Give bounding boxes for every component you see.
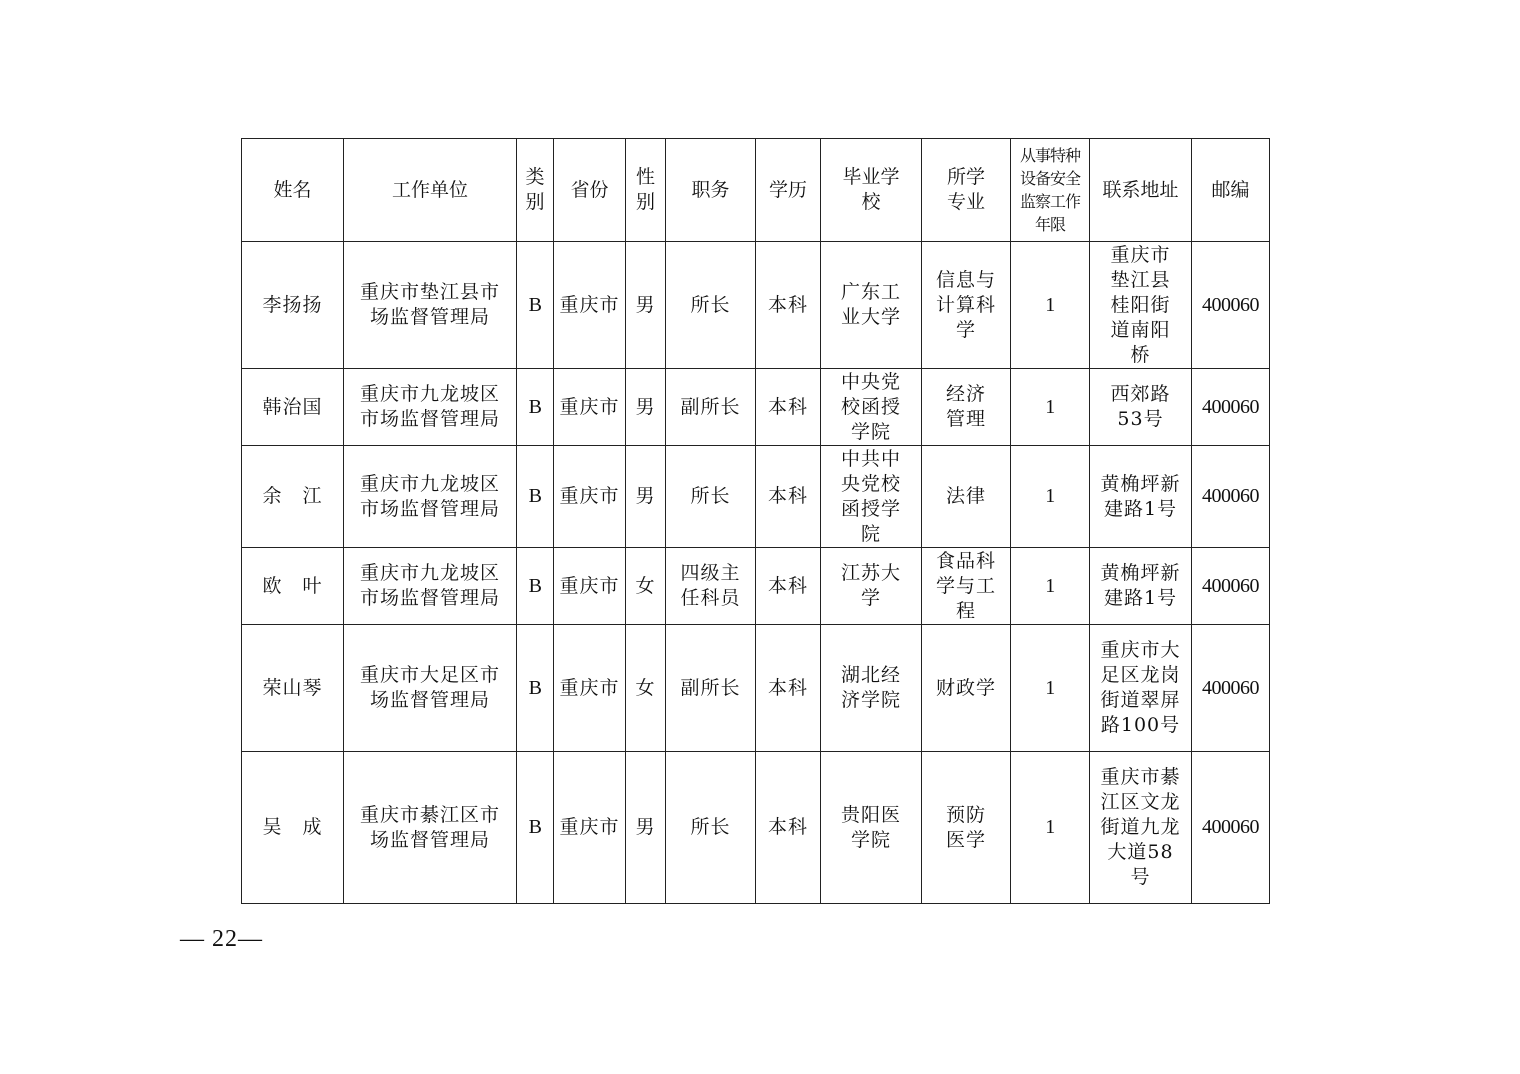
cell-unit: 重庆市垫江县市场监督管理局 <box>344 242 517 369</box>
cell-address: 黄桷坪新建路1号 <box>1090 446 1192 548</box>
cell-major: 食品科学与工程 <box>922 548 1011 625</box>
cell-name: 韩治国 <box>242 369 344 446</box>
cell-category: B <box>517 625 554 752</box>
table-row <box>242 548 1270 625</box>
cell-unit: 重庆市綦江区市场监督管理局 <box>344 752 517 904</box>
cell-address: 重庆市大足区龙岗街道翠屏路100号 <box>1090 625 1192 752</box>
cell-address: 重庆市垫江县桂阳街道南阳桥 <box>1090 242 1192 369</box>
table-row <box>242 242 1270 369</box>
cell-category: B <box>517 446 554 548</box>
header-name: 姓名 <box>242 139 344 242</box>
cell-years: 1 <box>1011 446 1090 548</box>
cell-years: 1 <box>1011 752 1090 904</box>
cell-postcode: 400060 <box>1192 242 1270 369</box>
header-category: 类别 <box>517 139 554 242</box>
header-education: 学历 <box>756 139 821 242</box>
cell-gender: 男 <box>626 446 666 548</box>
cell-gender: 男 <box>626 752 666 904</box>
cell-position: 四级主任科员 <box>666 548 756 625</box>
page-number: — 22— <box>180 926 263 952</box>
cell-school: 中共中央党校函授学院 <box>821 446 922 548</box>
cell-unit: 重庆市九龙坡区市场监督管理局 <box>344 369 517 446</box>
cell-province: 重庆市 <box>554 446 626 548</box>
cell-province: 重庆市 <box>554 625 626 752</box>
cell-years: 1 <box>1011 242 1090 369</box>
cell-gender: 女 <box>626 625 666 752</box>
cell-category: B <box>517 369 554 446</box>
cell-unit: 重庆市大足区市场监督管理局 <box>344 625 517 752</box>
table-row <box>242 752 1270 904</box>
cell-name: 李扬扬 <box>242 242 344 369</box>
cell-postcode: 400060 <box>1192 625 1270 752</box>
cell-category: B <box>517 548 554 625</box>
cell-school: 中央党校函授学院 <box>821 369 922 446</box>
header-gender: 性别 <box>626 139 666 242</box>
cell-gender: 男 <box>626 369 666 446</box>
header-years: 从事特种设备安全监察工作年限 <box>1011 139 1090 242</box>
cell-education: 本科 <box>756 548 821 625</box>
header-postcode: 邮编 <box>1192 139 1270 242</box>
cell-position: 所长 <box>666 242 756 369</box>
cell-education: 本科 <box>756 752 821 904</box>
cell-years: 1 <box>1011 625 1090 752</box>
cell-address: 西郊路53号 <box>1090 369 1192 446</box>
header-province: 省份 <box>554 139 626 242</box>
cell-position: 副所长 <box>666 369 756 446</box>
header-address: 联系地址 <box>1090 139 1192 242</box>
cell-school: 江苏大学 <box>821 548 922 625</box>
cell-major: 法律 <box>922 446 1011 548</box>
personnel-table <box>241 138 1270 904</box>
cell-position: 所长 <box>666 446 756 548</box>
cell-position: 所长 <box>666 752 756 904</box>
cell-school: 贵阳医学院 <box>821 752 922 904</box>
cell-address: 黄桷坪新建路1号 <box>1090 548 1192 625</box>
cell-position: 副所长 <box>666 625 756 752</box>
cell-category: B <box>517 242 554 369</box>
header-unit: 工作单位 <box>344 139 517 242</box>
cell-name: 荣山琴 <box>242 625 344 752</box>
table-header <box>242 139 1270 242</box>
cell-school: 湖北经济学院 <box>821 625 922 752</box>
cell-postcode: 400060 <box>1192 548 1270 625</box>
cell-years: 1 <box>1011 369 1090 446</box>
header-position: 职务 <box>666 139 756 242</box>
cell-address: 重庆市綦江区文龙街道九龙大道58号 <box>1090 752 1192 904</box>
cell-education: 本科 <box>756 625 821 752</box>
table-body <box>242 242 1270 904</box>
cell-province: 重庆市 <box>554 369 626 446</box>
cell-name: 吴 成 <box>242 752 344 904</box>
cell-unit: 重庆市九龙坡区市场监督管理局 <box>344 446 517 548</box>
header-row <box>242 139 1270 242</box>
header-major: 所学专业 <box>922 139 1011 242</box>
cell-major: 预防医学 <box>922 752 1011 904</box>
table-row <box>242 369 1270 446</box>
cell-name: 余 江 <box>242 446 344 548</box>
cell-major: 信息与计算科学 <box>922 242 1011 369</box>
cell-education: 本科 <box>756 242 821 369</box>
header-school: 毕业学校 <box>821 139 922 242</box>
cell-gender: 女 <box>626 548 666 625</box>
cell-years: 1 <box>1011 548 1090 625</box>
cell-major: 财政学 <box>922 625 1011 752</box>
cell-postcode: 400060 <box>1192 446 1270 548</box>
table-row <box>242 446 1270 548</box>
cell-province: 重庆市 <box>554 548 626 625</box>
cell-province: 重庆市 <box>554 242 626 369</box>
table-row <box>242 625 1270 752</box>
cell-name: 欧 叶 <box>242 548 344 625</box>
cell-postcode: 400060 <box>1192 752 1270 904</box>
cell-category: B <box>517 752 554 904</box>
cell-major: 经济管理 <box>922 369 1011 446</box>
cell-gender: 男 <box>626 242 666 369</box>
cell-education: 本科 <box>756 369 821 446</box>
cell-unit: 重庆市九龙坡区市场监督管理局 <box>344 548 517 625</box>
cell-education: 本科 <box>756 446 821 548</box>
cell-province: 重庆市 <box>554 752 626 904</box>
cell-school: 广东工业大学 <box>821 242 922 369</box>
cell-postcode: 400060 <box>1192 369 1270 446</box>
